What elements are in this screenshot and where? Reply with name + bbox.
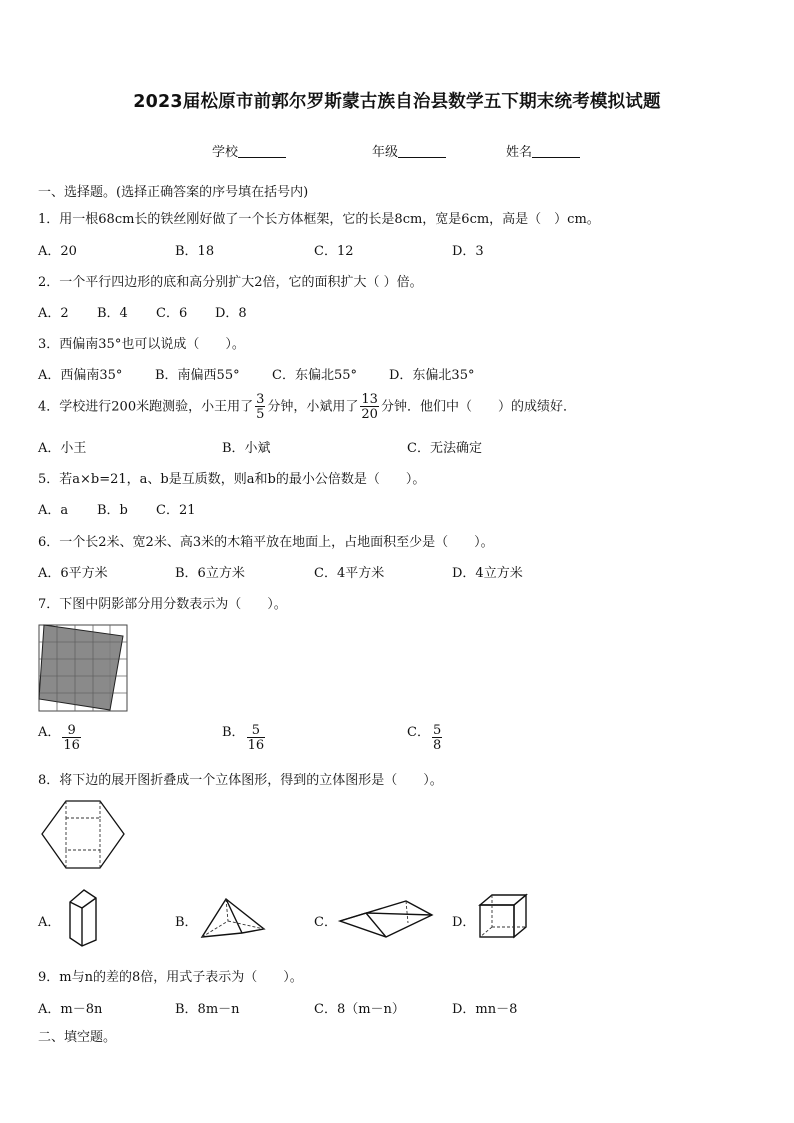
question-6: 6．一个长2米、宽2米、高3米的木箱平放在地面上，占地面积至少是（ ）。 <box>38 535 494 550</box>
q7-option-c-fraction <box>432 724 442 752</box>
q8-option-d-label: D． <box>452 915 476 930</box>
q9-option-d: D．mn－8 <box>452 1002 518 1017</box>
q8-option-b-label: B． <box>175 915 198 930</box>
q7-option-a-fraction <box>62 724 81 752</box>
shaded-grid-figure <box>38 624 128 712</box>
q1-option-d: D．3 <box>452 244 484 259</box>
name-field <box>506 141 580 160</box>
q6-option-b: B．6立方米 <box>175 566 245 581</box>
net-unfolded-figure <box>38 798 128 870</box>
q4-fraction-1-den: 5 <box>256 407 265 422</box>
q4-fraction-1 <box>255 393 265 421</box>
question-2: 2．一个平行四边形的底和高分别扩大2倍，它的面积扩大（ ）倍。 <box>38 275 423 290</box>
q5-option-b: B．b <box>97 503 128 518</box>
grade-field <box>372 141 446 160</box>
q7-option-c-num: 5 <box>432 723 442 738</box>
q7-option-a-den: 16 <box>63 738 80 753</box>
q4-text-2: 分钟，小斌用了 <box>267 399 359 415</box>
grade-label: 年级 <box>372 145 399 160</box>
q6-option-d: D．4立方米 <box>452 566 523 581</box>
grade-blank <box>398 144 446 158</box>
q3-option-c: C．东偏北55° <box>272 368 357 383</box>
question-1: 1．用一根68cm长的铁丝刚好做了一个长方体框架，它的长是8cm，宽是6cm，高是（ ）cm。 <box>38 212 600 227</box>
q4-text-1: 4．学校进行200米跑测验，小王用了 <box>38 399 254 415</box>
q4-text-3: 分钟．他们中（ ）的成绩好． <box>380 399 576 415</box>
q6-option-a: A．6平方米 <box>38 566 108 581</box>
q4-option-c: C．无法确定 <box>407 441 482 456</box>
q2-option-d: D．8 <box>215 306 247 321</box>
q7-option-c-label: C． <box>407 725 430 740</box>
section2-heading: 二、填空题。 <box>38 1030 117 1045</box>
q7-option-a-num: 9 <box>67 723 76 738</box>
q4-fraction-2-num: 13 <box>361 392 378 407</box>
q7-option-b-num: 5 <box>251 723 260 738</box>
q4-option-a: A．小王 <box>38 441 87 456</box>
cube-figure <box>476 893 532 941</box>
q4-fraction-2 <box>360 393 379 421</box>
q7-option-c-den: 8 <box>432 738 442 753</box>
question-5: 5．若a×b=21，a、b是互质数，则a和b的最小公倍数是（ ）。 <box>38 472 426 487</box>
q4-fraction-1-num: 3 <box>256 392 265 407</box>
section1-heading: 一、选择题。(选择正确答案的序号填在括号内) <box>38 185 309 200</box>
q7-option-c <box>407 721 444 752</box>
school-field <box>212 141 286 160</box>
school-blank <box>238 144 286 158</box>
school-label: 学校 <box>212 145 239 160</box>
q2-option-b: B．4 <box>97 306 128 321</box>
q9-option-b: B．8m－n <box>175 1002 240 1017</box>
q9-option-c: C．8（m－n） <box>314 1002 405 1017</box>
q6-option-c: C．4平方米 <box>314 566 385 581</box>
q7-option-b <box>222 721 267 752</box>
q5-option-a: A．a <box>38 503 69 518</box>
q1-option-a: A．20 <box>38 244 77 259</box>
q3-option-d: D．东偏北35° <box>389 368 475 383</box>
q7-option-a-label: A． <box>38 725 61 740</box>
triangular-prism-upright-figure <box>64 888 104 948</box>
q5-option-c: C．21 <box>156 503 196 518</box>
name-blank <box>532 144 580 158</box>
q9-option-a: A．m－8n <box>38 1002 103 1017</box>
q3-option-a: A．西偏南35° <box>38 368 123 383</box>
page-title: 2023届松原市前郭尔罗斯蒙古族自治县数学五下期末统考模拟试题 <box>133 92 661 112</box>
q7-option-b-fraction <box>247 724 266 752</box>
q7-option-a <box>38 721 83 752</box>
q1-option-c: C．12 <box>314 244 354 259</box>
question-3: 3．西偏南35°也可以说成（ ）。 <box>38 337 245 352</box>
pyramid-figure <box>198 893 268 941</box>
q1-option-b: B．18 <box>175 244 215 259</box>
q3-option-b: B．南偏西55° <box>155 368 240 383</box>
q8-option-c-label: C． <box>314 915 337 930</box>
q7-option-b-den: 16 <box>247 738 265 753</box>
question-8: 8．将下边的展开图折叠成一个立体图形，得到的立体图形是（ ）。 <box>38 773 443 788</box>
question-4 <box>38 393 576 421</box>
question-9: 9．m与n的差的8倍，用式子表示为（ ）。 <box>38 970 303 985</box>
name-label: 姓名 <box>506 145 533 160</box>
q2-option-c: C．6 <box>156 306 188 321</box>
q8-option-a-label: A． <box>38 915 61 930</box>
q2-option-a: A．2 <box>38 306 69 321</box>
q4-fraction-2-den: 20 <box>361 407 378 422</box>
triangular-prism-lying-figure <box>336 893 436 941</box>
question-7: 7．下图中阴影部分用分数表示为（ ）。 <box>38 597 287 612</box>
q4-option-b: B．小斌 <box>222 441 271 456</box>
q7-option-b-label: B． <box>222 725 245 740</box>
